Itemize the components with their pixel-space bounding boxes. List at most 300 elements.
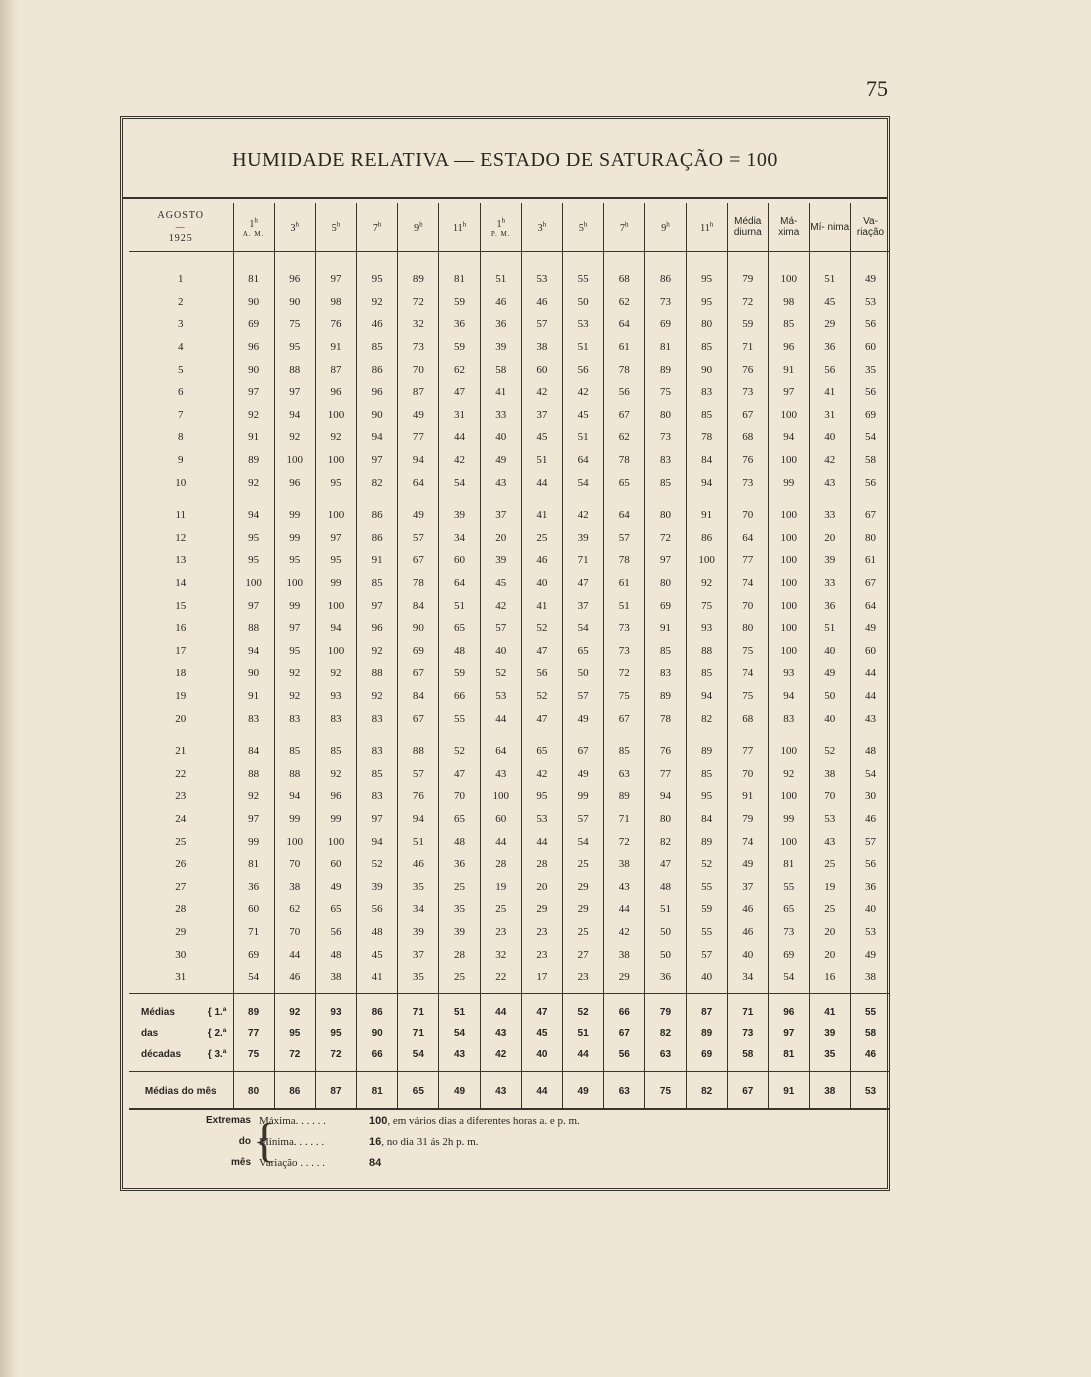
value-cell: 43 bbox=[480, 1080, 521, 1102]
book-spine-shadow bbox=[0, 0, 18, 1377]
value-cell: 49 bbox=[315, 875, 356, 898]
value-cell: 97 bbox=[233, 808, 274, 831]
value-cell: 95 bbox=[686, 785, 727, 808]
value-cell: 93 bbox=[768, 662, 809, 685]
value-cell: 57 bbox=[521, 313, 562, 336]
decade-mean-row bbox=[129, 1023, 890, 1044]
value-cell: 53 bbox=[563, 313, 604, 336]
day-row bbox=[129, 685, 890, 708]
hour-header bbox=[315, 203, 356, 252]
decade-gap-row bbox=[129, 494, 890, 504]
value-cell: 48 bbox=[850, 740, 890, 763]
day-number: 16 bbox=[175, 622, 187, 635]
decade-label bbox=[129, 1028, 233, 1039]
value-cell: 95 bbox=[521, 785, 562, 808]
value-cell: 91 bbox=[727, 785, 768, 808]
value-cell: 20 bbox=[521, 875, 562, 898]
value-cell: 50 bbox=[809, 685, 850, 708]
spacer-cell bbox=[357, 494, 398, 504]
spacer-cell bbox=[398, 494, 439, 504]
day-number: 1 bbox=[178, 273, 184, 286]
spacer-cell bbox=[274, 494, 315, 504]
decade-number: { 2.ª bbox=[207, 1028, 227, 1040]
value-cell: 85 bbox=[768, 313, 809, 336]
value-cell: 49 bbox=[563, 762, 604, 785]
value-cell: 39 bbox=[357, 875, 398, 898]
value-cell: 82 bbox=[645, 830, 686, 853]
month-year-header bbox=[129, 203, 233, 252]
value-cell: 91 bbox=[357, 549, 398, 572]
value-cell: 84 bbox=[233, 740, 274, 763]
value-cell: 46 bbox=[398, 853, 439, 876]
value-cell: 88 bbox=[398, 740, 439, 763]
day-number: 21 bbox=[175, 745, 187, 758]
value-cell: 41 bbox=[521, 504, 562, 527]
value-cell: 97 bbox=[768, 1023, 809, 1044]
spacer-cell bbox=[850, 994, 890, 1003]
spacer-cell bbox=[727, 730, 768, 740]
value-cell: 51 bbox=[563, 336, 604, 359]
value-cell: 86 bbox=[357, 504, 398, 527]
value-cell: 54 bbox=[233, 966, 274, 989]
top-spacer-row bbox=[129, 252, 890, 269]
value-cell: 85 bbox=[645, 471, 686, 494]
value-cell: 44 bbox=[850, 662, 890, 685]
value-cell: 72 bbox=[604, 662, 645, 685]
value-cell: 39 bbox=[809, 1023, 850, 1044]
value-cell: 76 bbox=[645, 740, 686, 763]
value-cell: 82 bbox=[357, 471, 398, 494]
value-cell: 40 bbox=[809, 426, 850, 449]
value-cell: 66 bbox=[439, 685, 480, 708]
value-cell: 51 bbox=[439, 594, 480, 617]
value-cell: 56 bbox=[850, 471, 890, 494]
value-cell: 100 bbox=[315, 594, 356, 617]
hour-label: 5$^h$ bbox=[331, 220, 341, 234]
value-cell: 60 bbox=[233, 898, 274, 921]
value-cell: 83 bbox=[274, 707, 315, 730]
value-cell: 84 bbox=[398, 594, 439, 617]
value-cell: 51 bbox=[645, 898, 686, 921]
value-cell: 37 bbox=[398, 943, 439, 966]
value-cell: 41 bbox=[480, 381, 521, 404]
value-cell: 92 bbox=[686, 572, 727, 595]
value-cell: 23 bbox=[521, 943, 562, 966]
spacer-cell bbox=[563, 252, 604, 269]
hour-label: 3$^h$ bbox=[537, 220, 547, 234]
value-cell: 70 bbox=[727, 762, 768, 785]
spacer-cell bbox=[480, 994, 521, 1003]
value-cell: 52 bbox=[521, 685, 562, 708]
value-cell: 73 bbox=[727, 1023, 768, 1044]
value-cell: 91 bbox=[233, 685, 274, 708]
value-cell: 67 bbox=[850, 504, 890, 527]
day-number: 14 bbox=[175, 577, 187, 590]
decade-gap-row bbox=[129, 730, 890, 740]
day-number: 3 bbox=[178, 318, 184, 331]
decade-word: das bbox=[141, 1028, 159, 1040]
hour-sup: h bbox=[254, 216, 258, 225]
value-cell: 51 bbox=[480, 268, 521, 291]
value-cell: 41 bbox=[809, 1002, 850, 1023]
table-body bbox=[129, 252, 890, 1110]
day-number: 9 bbox=[178, 454, 184, 467]
value-cell: 97 bbox=[233, 594, 274, 617]
value-cell: 60 bbox=[521, 358, 562, 381]
hour-label: 1$^h$ bbox=[249, 216, 258, 230]
row-label-cell bbox=[129, 875, 233, 898]
value-cell: 83 bbox=[315, 707, 356, 730]
value-cell: 100 bbox=[768, 527, 809, 550]
hour-label: 11$^h$ bbox=[452, 220, 467, 234]
spacer-cell bbox=[357, 730, 398, 740]
value-cell: 68 bbox=[727, 707, 768, 730]
value-cell: 28 bbox=[521, 853, 562, 876]
value-cell: 91 bbox=[645, 617, 686, 640]
value-cell: 87 bbox=[686, 1002, 727, 1023]
spacer-cell bbox=[480, 730, 521, 740]
value-cell: 92 bbox=[357, 291, 398, 314]
row-label-cell bbox=[129, 404, 233, 427]
spacer-cell bbox=[604, 494, 645, 504]
row-label-cell bbox=[129, 268, 233, 291]
value-cell: 97 bbox=[768, 381, 809, 404]
row-label-cell bbox=[129, 549, 233, 572]
hour-header bbox=[521, 203, 562, 252]
value-cell: 50 bbox=[563, 662, 604, 685]
value-cell: 38 bbox=[809, 1080, 850, 1102]
value-cell: 35 bbox=[398, 875, 439, 898]
value-cell: 84 bbox=[686, 808, 727, 831]
value-cell: 49 bbox=[809, 662, 850, 685]
value-cell: 38 bbox=[850, 966, 890, 989]
value-cell: 90 bbox=[357, 404, 398, 427]
extremas-mes-label: mês bbox=[230, 1157, 251, 1168]
day-number: 17 bbox=[175, 644, 187, 657]
value-cell: 77 bbox=[727, 740, 768, 763]
value-cell: 42 bbox=[809, 449, 850, 472]
value-cell: 46 bbox=[521, 549, 562, 572]
header-dash: — bbox=[175, 222, 186, 232]
value-cell: 46 bbox=[480, 291, 521, 314]
value-cell: 45 bbox=[357, 943, 398, 966]
value-cell: 77 bbox=[727, 549, 768, 572]
value-cell: 44 bbox=[521, 1080, 562, 1102]
value-cell: 40 bbox=[686, 966, 727, 989]
table-frame bbox=[120, 116, 890, 1191]
value-cell: 44 bbox=[480, 1002, 521, 1023]
spacer-cell bbox=[686, 994, 727, 1003]
value-cell: 53 bbox=[850, 291, 890, 314]
extreme-note: , no dia 31 ás 2h p. m. bbox=[381, 1136, 479, 1148]
value-cell: 69 bbox=[233, 943, 274, 966]
value-cell: 67 bbox=[398, 707, 439, 730]
value-cell: 86 bbox=[645, 268, 686, 291]
value-cell: 50 bbox=[645, 943, 686, 966]
value-cell: 23 bbox=[480, 921, 521, 944]
value-cell: 56 bbox=[604, 1044, 645, 1065]
spacer-cell bbox=[686, 494, 727, 504]
day-number: 20 bbox=[175, 712, 187, 725]
value-cell: 25 bbox=[563, 853, 604, 876]
value-cell: 22 bbox=[480, 966, 521, 989]
value-cell: 73 bbox=[398, 336, 439, 359]
value-cell: 100 bbox=[768, 830, 809, 853]
value-cell: 40 bbox=[480, 640, 521, 663]
decade-mean-row bbox=[129, 1002, 890, 1023]
spacer-cell bbox=[809, 1072, 850, 1081]
spacer-cell bbox=[274, 994, 315, 1003]
value-cell: 97 bbox=[315, 268, 356, 291]
row-label-cell bbox=[129, 504, 233, 527]
value-cell: 49 bbox=[398, 504, 439, 527]
day-row bbox=[129, 966, 890, 989]
value-cell: 89 bbox=[686, 740, 727, 763]
value-cell: 70 bbox=[727, 504, 768, 527]
value-cell: 94 bbox=[357, 830, 398, 853]
day-number: 31 bbox=[175, 971, 187, 984]
value-cell: 63 bbox=[645, 1044, 686, 1065]
value-cell: 75 bbox=[727, 685, 768, 708]
spacer-cell bbox=[315, 252, 356, 269]
value-cell: 94 bbox=[233, 504, 274, 527]
value-cell: 32 bbox=[480, 943, 521, 966]
value-cell: 90 bbox=[398, 617, 439, 640]
variacao-header: Va- riação bbox=[850, 203, 890, 252]
day-row bbox=[129, 336, 890, 359]
spacer-cell bbox=[439, 994, 480, 1003]
hour-sup: h bbox=[377, 220, 382, 229]
value-cell: 56 bbox=[521, 662, 562, 685]
value-cell: 44 bbox=[521, 471, 562, 494]
value-cell: 53 bbox=[521, 268, 562, 291]
value-cell: 76 bbox=[727, 449, 768, 472]
row-label-cell bbox=[129, 943, 233, 966]
spacer-cell bbox=[274, 1072, 315, 1081]
value-cell: 54 bbox=[563, 471, 604, 494]
value-cell: 29 bbox=[563, 898, 604, 921]
value-cell: 28 bbox=[480, 853, 521, 876]
value-cell: 43 bbox=[439, 1044, 480, 1065]
spacer-cell bbox=[521, 730, 562, 740]
value-cell: 67 bbox=[604, 707, 645, 730]
value-cell: 88 bbox=[233, 617, 274, 640]
day-row bbox=[129, 358, 890, 381]
value-cell: 46 bbox=[850, 1044, 890, 1065]
value-cell: 69 bbox=[768, 943, 809, 966]
value-cell: 76 bbox=[398, 785, 439, 808]
value-cell: 53 bbox=[521, 808, 562, 831]
value-cell: 89 bbox=[686, 1023, 727, 1044]
month-mean-label: Médias do mês bbox=[144, 1085, 217, 1097]
row-label-cell bbox=[129, 808, 233, 831]
value-cell: 40 bbox=[521, 1044, 562, 1065]
value-cell: 42 bbox=[480, 594, 521, 617]
spacer-cell bbox=[727, 252, 768, 269]
value-cell: 73 bbox=[727, 381, 768, 404]
spacer-cell bbox=[686, 730, 727, 740]
value-cell: 95 bbox=[315, 549, 356, 572]
day-row bbox=[129, 549, 890, 572]
spacer-cell bbox=[809, 994, 850, 1003]
spacer-cell bbox=[686, 1072, 727, 1081]
value-cell: 97 bbox=[357, 449, 398, 472]
value-cell: 96 bbox=[357, 617, 398, 640]
value-cell: 37 bbox=[521, 404, 562, 427]
hour-label: 5$^h$ bbox=[578, 220, 588, 234]
hour-label: 3$^h$ bbox=[290, 220, 300, 234]
value-cell: 73 bbox=[604, 617, 645, 640]
value-cell: 91 bbox=[768, 358, 809, 381]
page-title: HUMIDADE RELATIVA — ESTADO DE SATURAÇÃO = 100 bbox=[232, 149, 778, 171]
value-cell: 77 bbox=[645, 762, 686, 785]
value-cell: 52 bbox=[686, 853, 727, 876]
value-cell: 71 bbox=[398, 1002, 439, 1023]
decade-number: { 3.ª bbox=[207, 1049, 227, 1061]
value-cell: 71 bbox=[563, 549, 604, 572]
value-cell: 98 bbox=[315, 291, 356, 314]
spacer-cell bbox=[645, 1072, 686, 1081]
value-cell: 51 bbox=[809, 617, 850, 640]
value-cell: 43 bbox=[850, 707, 890, 730]
value-cell: 49 bbox=[563, 1080, 604, 1102]
value-cell: 53 bbox=[480, 685, 521, 708]
value-cell: 96 bbox=[768, 1002, 809, 1023]
value-cell: 37 bbox=[727, 875, 768, 898]
row-label-cell bbox=[129, 594, 233, 617]
value-cell: 64 bbox=[727, 527, 768, 550]
value-cell: 44 bbox=[850, 685, 890, 708]
value-cell: 57 bbox=[398, 762, 439, 785]
value-cell: 54 bbox=[768, 966, 809, 989]
value-cell: 94 bbox=[645, 785, 686, 808]
media-diurna-header: Média diurna bbox=[727, 203, 768, 252]
value-cell: 99 bbox=[315, 808, 356, 831]
day-row bbox=[129, 268, 890, 291]
value-cell: 92 bbox=[233, 404, 274, 427]
value-cell: 54 bbox=[850, 426, 890, 449]
spacer-cell bbox=[315, 1072, 356, 1081]
value-cell: 42 bbox=[604, 921, 645, 944]
value-cell: 90 bbox=[686, 358, 727, 381]
value-cell: 100 bbox=[315, 504, 356, 527]
value-cell: 38 bbox=[809, 762, 850, 785]
spacer-cell bbox=[129, 1072, 233, 1081]
value-cell: 73 bbox=[645, 291, 686, 314]
value-cell: 88 bbox=[274, 358, 315, 381]
value-cell: 73 bbox=[727, 471, 768, 494]
value-cell: 78 bbox=[686, 426, 727, 449]
value-cell: 83 bbox=[645, 449, 686, 472]
value-cell: 84 bbox=[686, 449, 727, 472]
value-cell: 61 bbox=[604, 336, 645, 359]
value-cell: 80 bbox=[850, 527, 890, 550]
value-cell: 44 bbox=[274, 943, 315, 966]
value-cell: 46 bbox=[521, 291, 562, 314]
value-cell: 67 bbox=[604, 1023, 645, 1044]
value-cell: 90 bbox=[233, 358, 274, 381]
spacer-cell bbox=[809, 252, 850, 269]
value-cell: 100 bbox=[768, 549, 809, 572]
value-cell: 36 bbox=[850, 875, 890, 898]
value-cell: 95 bbox=[274, 336, 315, 359]
value-cell: 72 bbox=[274, 1044, 315, 1065]
value-cell: 75 bbox=[727, 640, 768, 663]
value-cell: 64 bbox=[604, 504, 645, 527]
row-label-cell bbox=[129, 426, 233, 449]
value-cell: 72 bbox=[315, 1044, 356, 1065]
value-cell: 57 bbox=[398, 527, 439, 550]
day-row bbox=[129, 898, 890, 921]
day-number: 6 bbox=[178, 386, 184, 399]
value-cell: 85 bbox=[645, 640, 686, 663]
day-number: 26 bbox=[175, 858, 187, 871]
value-cell: 64 bbox=[439, 572, 480, 595]
extreme-note: , em vários dias a diferentes horas a. e p. m. bbox=[387, 1115, 580, 1127]
value-cell: 97 bbox=[357, 808, 398, 831]
value-cell: 100 bbox=[768, 785, 809, 808]
day-number: 19 bbox=[175, 689, 187, 702]
day-number: 4 bbox=[178, 341, 184, 354]
value-cell: 36 bbox=[480, 313, 521, 336]
day-number: 12 bbox=[175, 531, 187, 544]
value-cell: 31 bbox=[439, 404, 480, 427]
value-cell: 40 bbox=[809, 640, 850, 663]
decade-label bbox=[129, 1049, 233, 1060]
value-cell: 49 bbox=[850, 617, 890, 640]
day-row bbox=[129, 594, 890, 617]
value-cell: 19 bbox=[809, 875, 850, 898]
day-row bbox=[129, 830, 890, 853]
row-label-cell bbox=[129, 640, 233, 663]
value-cell: 70 bbox=[274, 853, 315, 876]
day-row bbox=[129, 291, 890, 314]
value-cell: 60 bbox=[850, 336, 890, 359]
value-cell: 98 bbox=[768, 291, 809, 314]
value-cell: 32 bbox=[398, 313, 439, 336]
value-cell: 49 bbox=[850, 943, 890, 966]
value-cell: 78 bbox=[398, 572, 439, 595]
value-cell: 99 bbox=[274, 504, 315, 527]
value-cell: 81 bbox=[768, 853, 809, 876]
value-cell: 64 bbox=[850, 594, 890, 617]
value-cell: 73 bbox=[645, 426, 686, 449]
value-cell: 78 bbox=[604, 358, 645, 381]
value-cell: 96 bbox=[315, 381, 356, 404]
spacer-cell bbox=[604, 730, 645, 740]
value-cell: 55 bbox=[768, 875, 809, 898]
value-cell: 44 bbox=[604, 898, 645, 921]
value-cell: 39 bbox=[439, 921, 480, 944]
value-cell: 36 bbox=[439, 853, 480, 876]
value-cell: 94 bbox=[274, 404, 315, 427]
hour-label: 7$^h$ bbox=[372, 220, 382, 234]
spacer-cell bbox=[768, 494, 809, 504]
value-cell: 94 bbox=[274, 785, 315, 808]
value-cell: 95 bbox=[686, 268, 727, 291]
spacer-cell bbox=[439, 252, 480, 269]
value-cell: 79 bbox=[727, 268, 768, 291]
value-cell: 38 bbox=[521, 336, 562, 359]
value-cell: 57 bbox=[686, 943, 727, 966]
value-cell: 56 bbox=[850, 313, 890, 336]
spacer-cell bbox=[604, 252, 645, 269]
hour-period: P. M. bbox=[490, 229, 511, 238]
spacer-cell bbox=[315, 994, 356, 1003]
value-cell: 31 bbox=[809, 404, 850, 427]
spacer-cell bbox=[398, 1072, 439, 1081]
value-cell: 85 bbox=[357, 336, 398, 359]
